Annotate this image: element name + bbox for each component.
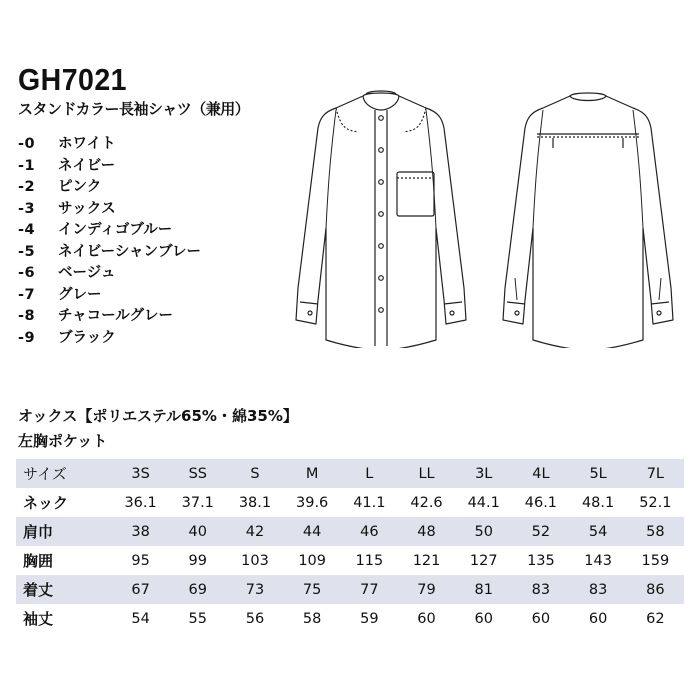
table-cell: 52.1 (639, 494, 672, 511)
row-label: 袖丈 (23, 610, 54, 628)
table-cell: 36.1 (124, 494, 157, 511)
table-cell: 44 (284, 517, 341, 546)
color-item (18, 134, 201, 156)
color-code: -0 (18, 136, 36, 152)
color-name: インディゴブルー (58, 222, 173, 238)
table-cell: 58 (302, 610, 322, 627)
color-code: -9 (18, 329, 36, 346)
size-cell: SS (169, 459, 226, 488)
table-cell: 46 (341, 517, 398, 546)
color-name: ネイビー (58, 157, 116, 174)
size-table (16, 459, 684, 633)
table-cell: 99 (188, 552, 207, 569)
table-cell: 58 (627, 517, 684, 546)
color-name: ピンク (58, 179, 102, 195)
table-cell: 38 (112, 517, 169, 546)
fabric-description: オックス【ポリエステル65%・綿35%】 (18, 407, 298, 425)
table-row (16, 604, 684, 633)
table-cell: 115 (355, 552, 384, 569)
table-cell: 42 (226, 517, 283, 546)
shirt-back-illustration (493, 88, 683, 348)
table-cell: 95 (131, 552, 150, 569)
color-name: グレー (58, 286, 102, 303)
product-name: スタンドカラー長袖シャツ（兼用） (18, 100, 250, 118)
table-cell: 127 (469, 552, 498, 569)
color-name: ブラック (58, 329, 116, 346)
table-cell: 59 (360, 610, 379, 627)
pocket-description: 左胸ポケット (18, 432, 108, 450)
color-code: -6 (18, 265, 36, 281)
size-cell: S (226, 459, 283, 488)
table-cell: 54 (131, 610, 150, 627)
table-cell: 73 (226, 575, 283, 604)
row-label: ネック (23, 494, 69, 512)
size-cell: 3L (455, 459, 512, 488)
size-cell: M (284, 459, 341, 488)
color-name: サックス (58, 200, 116, 217)
color-name: チャコールグレー (58, 308, 173, 324)
color-name: ホワイト (58, 136, 116, 152)
table-cell: 42.6 (410, 494, 443, 511)
color-code: -4 (18, 222, 36, 238)
color-item (18, 177, 201, 199)
table-cell: 48 (398, 517, 455, 546)
color-item (18, 263, 201, 285)
shirt-front-illustration (286, 88, 476, 348)
table-row (16, 575, 684, 604)
table-cell: 86 (627, 575, 684, 604)
color-item (18, 220, 201, 242)
table-cell: 40 (169, 517, 226, 546)
size-cell: LL (398, 459, 455, 488)
table-cell: 50 (455, 517, 512, 546)
table-cell: 48.1 (581, 494, 615, 511)
color-name: ネイビーシャンブレー (58, 243, 201, 260)
table-cell: 52 (512, 517, 569, 546)
table-cell: 60 (417, 610, 436, 627)
color-code: -3 (18, 200, 36, 217)
color-code: -7 (18, 286, 36, 303)
table-cell: 60 (474, 610, 493, 627)
color-item (18, 306, 201, 328)
color-code: -1 (18, 157, 36, 174)
table-cell: 83 (512, 575, 569, 604)
table-row (16, 488, 684, 517)
table-cell: 60 (531, 610, 551, 627)
size-cell: L (341, 459, 398, 488)
table-cell: 62 (646, 610, 665, 627)
table-cell: 46.1 (524, 494, 558, 511)
color-item (18, 242, 201, 264)
table-cell: 121 (412, 552, 441, 569)
color-code: -8 (18, 308, 36, 324)
size-cell: 3S (112, 459, 169, 488)
size-header-label: サイズ (16, 459, 112, 488)
color-item (18, 199, 201, 221)
size-cell: 5L (570, 459, 627, 488)
table-row (16, 517, 684, 546)
table-cell: 109 (298, 552, 326, 569)
row-label: 着丈 (16, 575, 112, 604)
table-cell: 56 (245, 610, 265, 627)
table-cell: 69 (169, 575, 226, 604)
size-cell: 4L (512, 459, 569, 488)
table-cell: 135 (527, 552, 555, 569)
color-code: -2 (18, 179, 36, 195)
color-item (18, 328, 201, 350)
product-code: GH7021 (18, 62, 127, 97)
table-cell: 83 (570, 575, 627, 604)
table-cell: 44.1 (467, 494, 500, 511)
table-cell: 39.6 (296, 494, 329, 511)
row-label: 肩巾 (16, 517, 112, 546)
color-list (18, 134, 201, 349)
table-cell: 67 (112, 575, 169, 604)
table-cell: 79 (398, 575, 455, 604)
table-cell: 55 (188, 610, 207, 627)
table-cell: 75 (284, 575, 341, 604)
table-row (16, 546, 684, 575)
size-header-row (16, 459, 684, 488)
table-cell: 159 (641, 552, 670, 569)
table-cell: 60 (588, 610, 608, 627)
row-label: 胸囲 (23, 552, 54, 570)
table-cell: 54 (570, 517, 627, 546)
color-item (18, 285, 201, 307)
color-item (18, 156, 201, 178)
color-code: -5 (18, 243, 36, 260)
color-name: ベージュ (58, 265, 116, 281)
table-cell: 143 (584, 552, 612, 569)
table-cell: 41.1 (353, 494, 386, 511)
table-cell: 81 (455, 575, 512, 604)
table-cell: 38.1 (238, 494, 272, 511)
table-cell: 37.1 (181, 494, 214, 511)
table-cell: 103 (241, 552, 269, 569)
size-cell: 7L (627, 459, 684, 488)
table-cell: 77 (341, 575, 398, 604)
